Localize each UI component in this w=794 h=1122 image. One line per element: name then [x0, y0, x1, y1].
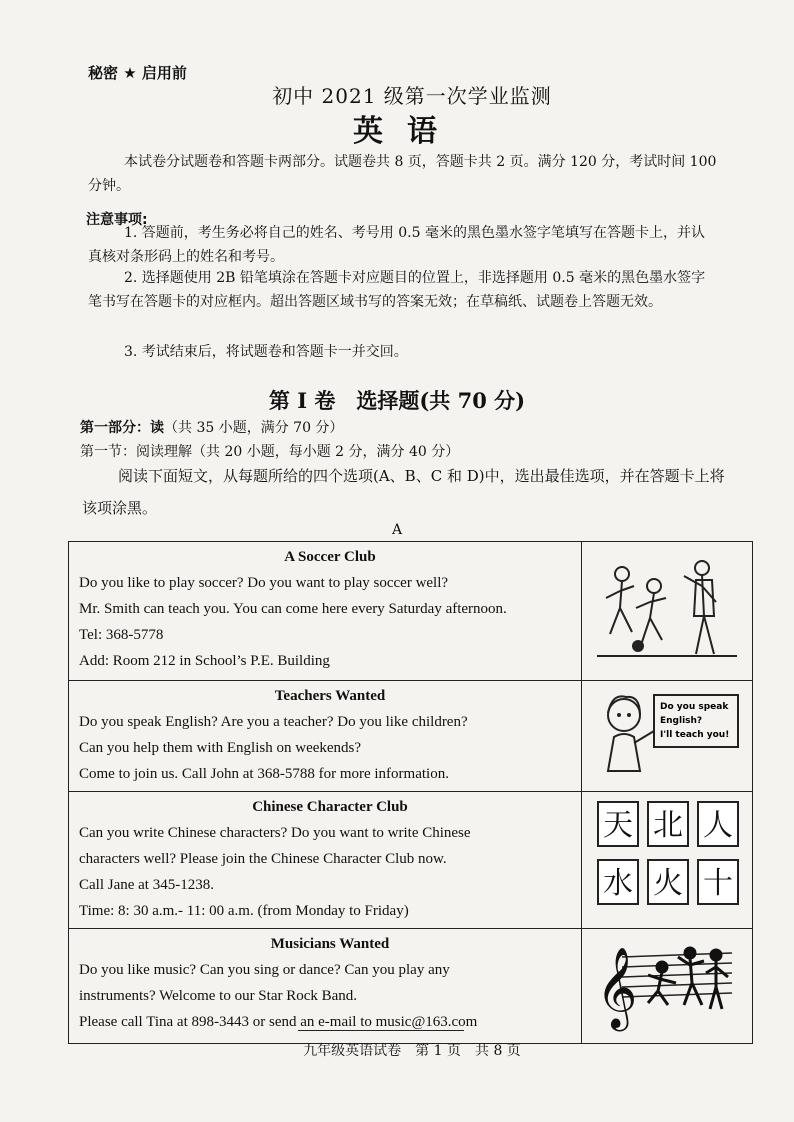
subject-title: 英语: [353, 114, 461, 149]
ads-table: [68, 541, 753, 1044]
bubble-text: Do you speak: [660, 702, 729, 712]
ad-line: Can you help them with English on weekends?: [79, 740, 362, 756]
soccer-players-drawing: [592, 546, 742, 666]
character: 北: [653, 808, 683, 843]
ad-title: A Soccer Club: [284, 549, 376, 565]
footer-divider: [298, 1030, 464, 1031]
character: 火: [653, 866, 683, 901]
character: 十: [703, 866, 733, 901]
ad-title: Musicians Wanted: [270, 936, 390, 952]
bubble-text: English?: [660, 716, 703, 726]
character: 人: [703, 808, 733, 843]
ad-line: characters well? Please join the Chinese Character Club now.: [79, 851, 447, 867]
ad-line: Mr. Smith can teach you. You can come here every Saturday afternoon.: [79, 601, 507, 617]
notes-heading: 注意事项:: [86, 212, 148, 228]
ad-line: Do you like to play soccer? Do you want to play soccer well?: [79, 575, 449, 591]
note-item-2: 2. 选择题使用 2B 铅笔填涂在答题卡对应题目的位置上，非选择题用 0.5 毫米的黑色墨水签字笔书写在答题卡的对应框内。超出答题区域书写的答案无效；在草稿纸、试题卷上答题无效。: [88, 270, 706, 310]
note-item-3: 3. 考试结束后，将试题卷和答题卡一并交回。: [124, 344, 408, 360]
section-heading: 第一节：阅读理解（共 20 小题，每小题 2 分，满分 40 分）: [80, 444, 460, 460]
volume-title: 第 I 卷 选择题(共 70 分): [268, 388, 526, 413]
treble-clef-icon: 𝄞: [596, 946, 638, 1028]
ad-line: Come to join us. Call John at 368-5788 for more information.: [79, 766, 449, 782]
ad-row-teachers: [69, 681, 753, 792]
bubble-text: I'll teach you!: [660, 730, 730, 740]
ad-line: Time: 8: 30 a.m.- 11: 00 a.m. (from Monday to Friday): [79, 903, 409, 919]
page-footer: 九年级英语试卷 第 1 页 共 8 页: [303, 1043, 521, 1059]
character: 天: [603, 808, 633, 843]
ad-line: Please call Tina at 898-3443 or send an e-mail to music@163.com: [79, 1014, 478, 1030]
ad-line: Do you like music? Can you sing or dance? Can you play any: [79, 962, 450, 978]
ad-title: Teachers Wanted: [274, 688, 386, 704]
part-heading: [80, 416, 343, 440]
ad-row-soccer: [69, 542, 753, 681]
ad-line: Can you write Chinese characters? Do you want to write Chinese: [79, 825, 471, 841]
ad-line: Add: Room 212 in School’s P.E. Building: [79, 653, 330, 669]
ad-row-chinese-club: [69, 792, 753, 929]
exam-intro: 本试卷分试题卷和答题卡两部分。试题卷共 8 页，答题卡共 2 页。满分 120 分，考试时间 100 分钟。: [88, 154, 717, 194]
ad-line: instruments? Welcome to our Star Rock Band.: [79, 988, 358, 1004]
confidential-label: 秘密 ★ 启用前: [88, 64, 187, 82]
ad-title: Chinese Character Club: [252, 799, 408, 815]
ad-line: Do you speak English? Are you a teacher? Do you like children?: [79, 714, 468, 730]
note-item-1: 1. 答题前，考生务必将自己的姓名、考号用 0.5 毫米的黑色墨水签字笔填写在答题卡上，并认真核对条形码上的姓名和考号。: [88, 225, 705, 265]
ad-line: Call Jane at 345-1238.: [79, 877, 214, 893]
music-band-drawing: [592, 933, 742, 1033]
passage-label: A: [391, 522, 403, 538]
ad-line: Tel: 368-5778: [79, 627, 164, 643]
chinese-characters-grid: [592, 796, 742, 912]
reading-instruction: 阅读下面短文，从每题所给的四个选项(A、B、C 和 D)中，选出最佳选项，并在答题卡上将该项涂黑。: [82, 467, 725, 517]
part-detail: （共 35 小题，满分 70 分）: [164, 420, 344, 436]
character: 水: [603, 866, 633, 901]
ad-row-musicians: [69, 929, 753, 1044]
exam-title: 初中 2021 级第一次学业监测: [272, 84, 552, 108]
teacher-cartoon: [592, 685, 742, 775]
part-label: 第一部分：读: [80, 420, 164, 436]
